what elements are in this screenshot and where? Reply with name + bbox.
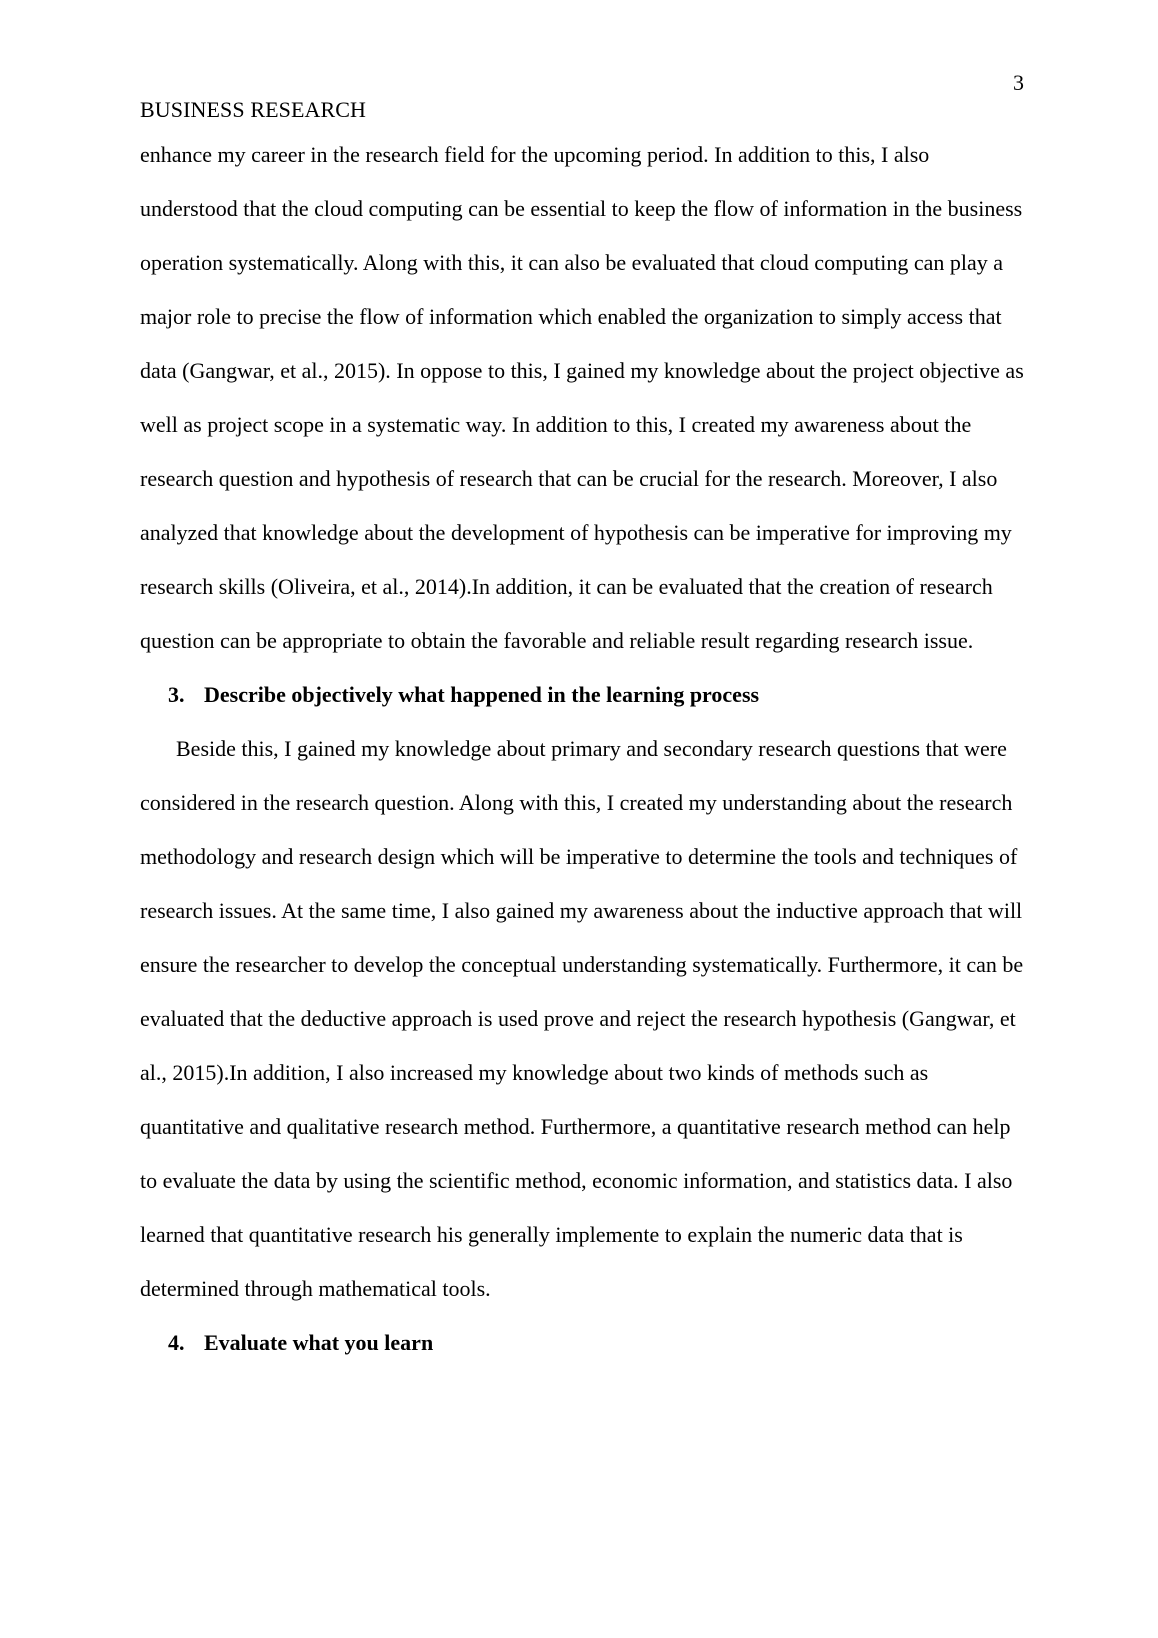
- document-body: [140, 128, 1028, 1370]
- heading-title: Evaluate what you learn: [204, 1330, 434, 1355]
- body-paragraph: Beside this, I gained my knowledge about primary and secondary research questions that were considered in the research question. Along with this, I created my understanding about the research methodology and research design which will be imperative to determine the tools and techniques of research issues. At the same time, I also gained my awareness about the inductive approach that will ensure the researcher to develop the conceptual understanding systematically. Furthermore, it can be evaluated that the deductive approach is used prove and reject the research hypothesis (Gangwar, et al., 2015).In addition, I also increased my knowledge about two kinds of methods such as quantitative and qualitative research method. Furthermore, a quantitative research method can help to evaluate the data by using the scientific method, economic information, and statistics data. I also learned that quantitative research his generally implemente to explain the numeric data that is determined through mathematical tools.: [140, 736, 1024, 1301]
- body-paragraph: enhance my career in the research field for the upcoming period. In addition to this, I also understood that the cloud computing can be essential to keep the flow of information in the business operation systematically. Along with this, it can also be evaluated that cloud computing can play a major role to precise the flow of information which enabled the organization to simply access that data (Gangwar, et al., 2015). In oppose to this, I gained my knowledge about the project objective as well as project scope in a systematic way. In addition to this, I created my awareness about the research question and hypothesis of research that can be crucial for the research. Moreover, I also analyzed that knowledge about the development of hypothesis can be imperative for improving my research skills (Oliveira, et al., 2014).In addition, it can be evaluated that the creation of research question can be appropriate to obtain the favorable and reliable result regarding research issue.: [140, 142, 1024, 653]
- section-heading-3: [140, 668, 1028, 722]
- heading-number: 3.: [168, 682, 185, 707]
- section-heading-4: [140, 1316, 1028, 1370]
- heading-number: 4.: [168, 1330, 185, 1355]
- heading-title: Describe objectively what happened in the learning process: [204, 682, 760, 707]
- running-head: BUSINESS RESEARCH: [140, 97, 367, 122]
- page-number: 3: [1013, 70, 1024, 95]
